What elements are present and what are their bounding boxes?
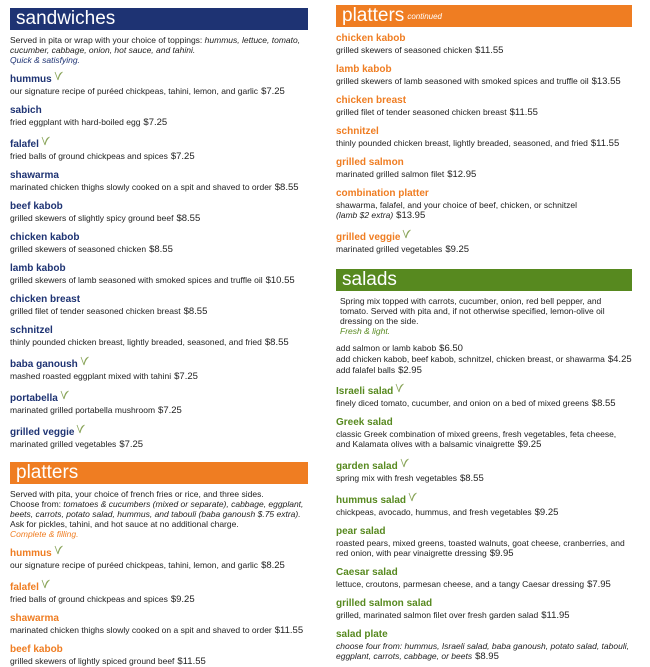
menu-item-name: combination platter	[336, 188, 429, 199]
menu-item	[336, 458, 632, 484]
salad-addon-price: $4.25	[607, 354, 632, 365]
menu-item-name: schnitzel	[10, 325, 53, 336]
menu-item-name: grilled veggie	[10, 424, 308, 439]
menu-item-description: fried balls of ground chickpeas and spices $7.25	[10, 151, 195, 162]
menu-item-name: grilled salmon salad	[336, 598, 433, 609]
menu-item-price: $7.25	[119, 439, 144, 450]
salad-addon: add salmon or lamb kabob $6.50	[336, 343, 463, 354]
menu-item-price: $8.55	[264, 337, 289, 348]
menu-item-description: marinated grilled salmon filet $12.95	[336, 169, 477, 180]
salads-title: salads	[342, 269, 397, 290]
menu-item-name: hummus salad	[336, 492, 632, 507]
menu-item	[336, 64, 632, 87]
salads-intro: Spring mix topped with carrots, cucumber, onion, red bell pepper, and tomato. Served with pita and, if not otherwise specified, lemon-olive oil dressing on the side.	[340, 296, 605, 326]
platters-title: platters	[16, 462, 79, 483]
menu-item-price: $9.25	[170, 594, 195, 605]
menu-item-price: $8.55	[176, 213, 201, 224]
menu-item-name: beef kabob	[10, 644, 63, 655]
menu-item-price: $8.55	[459, 473, 484, 484]
menu-item	[10, 613, 308, 636]
menu-item	[10, 105, 308, 128]
menu-item-description: roasted pears, mixed greens, toasted walnuts, goat cheese, cranberries, and red onion, with pear vinaigrette dressing $9.95	[336, 538, 625, 559]
platters-banner	[10, 462, 308, 484]
menu-item	[10, 325, 308, 348]
menu-item-name: Greek salad	[336, 417, 393, 428]
sandwiches-intro: Served in pita or wrap with your choice of toppings: hummus, lettuce, tomato, cucumber, cabbage, onion, hot sauce, and tahini.	[10, 35, 301, 55]
menu-item-name: Caesar salad	[336, 567, 398, 578]
menu-item-name: hummus	[10, 71, 308, 86]
menu-item	[10, 424, 308, 450]
menu-item-price: $7.25	[143, 117, 168, 128]
salad-addon: add chicken kabob, beef kabob, schnitzel, chicken breast, or shawarma $4.25	[336, 354, 632, 365]
platters-continued-title: platters	[342, 5, 405, 26]
menu-item-name: sabich	[10, 105, 42, 116]
menu-item-description: shawarma, falafel, and your choice of beef, chicken, or schnitzel (lamb $2 extra) $13.95	[336, 200, 577, 221]
menu-item-name: falafel	[10, 136, 308, 151]
menu-item-name: grilled veggie	[336, 229, 632, 244]
platters-intro: Served with pita, your choice of french fries or rice, and three sides. Choose from: tomatoes & cucumbers (mixed or separate), cabbage, eggplant, beets, carrots, potato salad, hummus, and tabouli (baba ganoush $.75 extra). Ask for pickles, tahini, and hot sauce at no additional charge.	[10, 489, 304, 529]
menu-item-name: chicken kabob	[10, 232, 80, 243]
menu-item-price: $10.55	[265, 275, 295, 286]
menu-item-description: grilled, marinated salmon filet over fresh garden salad $11.95	[336, 610, 570, 621]
menu-item	[10, 232, 308, 255]
vegetarian-leaf-icon	[402, 229, 411, 239]
menu-item-price: $9.25	[517, 439, 542, 450]
menu-item-price: $8.55	[183, 306, 208, 317]
menu-item-description: marinated grilled vegetables $9.25	[336, 244, 470, 255]
menu-item	[336, 526, 632, 559]
menu-item-description: choose four from: hummus, Israeli salad, baba ganoush, potato salad, tabouli, eggplant, carrots, cabbage, or beets $8.95	[336, 641, 629, 662]
menu-item-description: our signature recipe of puréed chickpeas, tahini, lemon, and garlic $8.25	[10, 560, 285, 571]
menu-item	[10, 263, 308, 286]
vegetarian-leaf-icon	[395, 383, 404, 393]
menu-item-description: fried balls of ground chickpeas and spices $9.25	[10, 594, 195, 605]
left-column	[10, 0, 308, 667]
menu-item	[10, 356, 308, 382]
menu-item-price: $9.25	[534, 507, 559, 518]
menu-item-note: (lamb $2 extra)	[336, 210, 394, 220]
platters-tagline: Complete & filling.	[10, 529, 79, 539]
menu-item	[336, 629, 632, 662]
menu-item-description: chickpeas, avocado, hummus, and fresh vegetables $9.25	[336, 507, 559, 518]
menu-item-price: $8.55	[274, 182, 299, 193]
vegetarian-leaf-icon	[41, 136, 50, 146]
menu-item-name: baba ganoush	[10, 356, 308, 371]
menu-item-price: $11.55	[274, 625, 304, 636]
menu-item-price: $7.25	[174, 371, 198, 382]
menu-item-price: $8.55	[149, 244, 173, 255]
menu-item-description: grilled skewers of slightly spicy ground beef $8.55	[10, 213, 201, 224]
vegetarian-leaf-icon	[54, 545, 63, 555]
menu-item-price: $11.55	[590, 138, 620, 149]
menu-item-description: grilled filet of tender seasoned chicken breast $11.55	[336, 107, 538, 118]
menu-item-name: pear salad	[336, 526, 386, 537]
menu-item-name: portabella	[10, 390, 308, 405]
vegetarian-leaf-icon	[408, 492, 417, 502]
menu-item-price: $7.25	[170, 151, 195, 162]
menu-item-price: $11.55	[177, 656, 206, 667]
menu-item-description: lettuce, croutons, parmesan cheese, and a tangy Caesar dressing $7.95	[336, 579, 611, 590]
menu-item	[336, 33, 632, 56]
menu-item-price: $8.95	[475, 651, 499, 662]
vegetarian-leaf-icon	[41, 579, 50, 589]
menu-item-price: $11.55	[475, 45, 504, 56]
menu-item	[10, 579, 308, 605]
salads-tagline: Fresh & light.	[340, 326, 391, 336]
menu-item-name: grilled salmon	[336, 157, 404, 168]
menu-item-description: grilled skewers of seasoned chicken $8.55	[10, 244, 173, 255]
vegetarian-leaf-icon	[60, 390, 69, 400]
vegetarian-leaf-icon	[76, 424, 85, 434]
menu-item	[336, 567, 632, 590]
menu-item-name: beef kabob	[10, 201, 63, 212]
menu-item-name: chicken breast	[336, 95, 407, 106]
menu-item	[10, 136, 308, 162]
menu-item-description: our signature recipe of puréed chickpeas, tahini, lemon, and garlic $7.25	[10, 86, 285, 97]
menu-item-name: hummus	[10, 545, 308, 560]
menu-item-price: $11.55	[509, 107, 538, 118]
menu-item-price: $9.25	[445, 244, 470, 255]
menu-item-price: $13.55	[591, 76, 621, 87]
menu-item-description: grilled skewers of lightly spiced ground beef $11.55	[10, 656, 206, 667]
salad-addon-price: $6.50	[439, 343, 463, 354]
sandwiches-banner	[10, 8, 308, 30]
menu-item	[336, 417, 632, 450]
vegetarian-leaf-icon	[80, 356, 89, 366]
menu-item-description: grilled filet of tender seasoned chicken breast $8.55	[10, 306, 208, 317]
menu-item-price: $12.95	[447, 169, 477, 180]
platter-continued-list	[336, 33, 632, 255]
menu-item-description: marinated chicken thighs slowly cooked on a spit and shaved to order $8.55	[10, 182, 299, 193]
menu-item	[336, 492, 632, 518]
menu-item-description: marinated grilled portabella mushroom $7.25	[10, 405, 182, 416]
menu-item-name: lamb kabob	[336, 64, 392, 75]
menu-item-price: $7.95	[587, 579, 611, 590]
menu-item-name: schnitzel	[336, 126, 379, 137]
menu-item-name: lamb kabob	[10, 263, 66, 274]
menu-item-name: Israeli salad	[336, 383, 632, 398]
salad-addon-price: $2.95	[398, 365, 422, 376]
menu-item-description: fried eggplant with hard-boiled egg $7.25	[10, 117, 168, 128]
menu-item	[10, 545, 308, 571]
menu-item	[336, 383, 632, 409]
vegetarian-leaf-icon	[54, 71, 63, 81]
menu-item-price: $11.95	[541, 610, 570, 621]
menu-item-name: garden salad	[336, 458, 632, 473]
menu-item	[336, 188, 632, 221]
menu-item-price: $13.95	[396, 210, 426, 221]
menu-item	[10, 201, 308, 224]
menu-item-description: spring mix with fresh vegetables $8.55	[336, 473, 484, 484]
menu-item-description: grilled skewers of lamb seasoned with smoked spices and truffle oil $10.55	[10, 275, 295, 286]
menu-item	[336, 126, 632, 149]
menu-item-description: thinly pounded chicken breast, lightly breaded, seasoned, and fried $11.55	[336, 138, 620, 149]
menu-item	[10, 390, 308, 416]
salads-banner	[336, 269, 632, 291]
menu-item	[336, 95, 632, 118]
menu-item-price: $8.55	[591, 398, 616, 409]
salad-addons	[336, 343, 632, 376]
menu-item-description: marinated grilled vegetables $7.25	[10, 439, 144, 450]
menu-item-price: $9.95	[489, 548, 514, 559]
menu-item-description: classic Greek combination of mixed greens, fresh vegetables, feta cheese, and Kalamata olives with a balsamic vinaigrette $9.25	[336, 429, 617, 450]
menu-item-description: finely diced tomato, cucumber, and onion on a bed of mixed greens $8.55	[336, 398, 616, 409]
menu-item	[336, 157, 632, 180]
menu-item	[10, 71, 308, 97]
menu-item-description: thinly pounded chicken breast, lightly breaded, seasoned, and fried $8.55	[10, 337, 289, 348]
menu-item-description: mashed roasted eggplant mixed with tahini $7.25	[10, 371, 198, 382]
sandwich-list	[10, 71, 308, 450]
menu-item-name: shawarma	[10, 170, 59, 181]
sandwiches-tagline: Quick & satisfying.	[10, 55, 80, 65]
continued-label: continued	[407, 12, 443, 21]
menu-item-price: $7.25	[261, 86, 285, 97]
menu-item-description: grilled skewers of lamb seasoned with smoked spices and truffle oil $13.55	[336, 76, 621, 87]
menu-item-name: shawarma	[10, 613, 59, 624]
platter-list	[10, 545, 308, 667]
menu-item	[10, 170, 308, 193]
menu-item-name: chicken breast	[10, 294, 81, 305]
menu-item-price: $8.25	[261, 560, 285, 571]
salad-addon: add falafel balls $2.95	[336, 365, 422, 376]
menu-item-name: salad plate	[336, 629, 388, 640]
menu-item	[10, 294, 308, 317]
salad-list	[336, 383, 632, 662]
menu-item-description: marinated chicken thighs slowly cooked on a spit and shaved to order $11.55	[10, 625, 304, 636]
vegetarian-leaf-icon	[400, 458, 409, 468]
menu-item-price: $7.25	[158, 405, 182, 416]
menu-item-description: grilled skewers of seasoned chicken $11.55	[336, 45, 504, 56]
menu-item-name: falafel	[10, 579, 308, 594]
right-column	[336, 0, 632, 662]
menu-item-name: chicken kabob	[336, 33, 406, 44]
sandwiches-title: sandwiches	[16, 8, 116, 29]
menu-item	[336, 229, 632, 255]
platters-continued-banner	[336, 5, 632, 27]
menu-item	[10, 644, 308, 667]
